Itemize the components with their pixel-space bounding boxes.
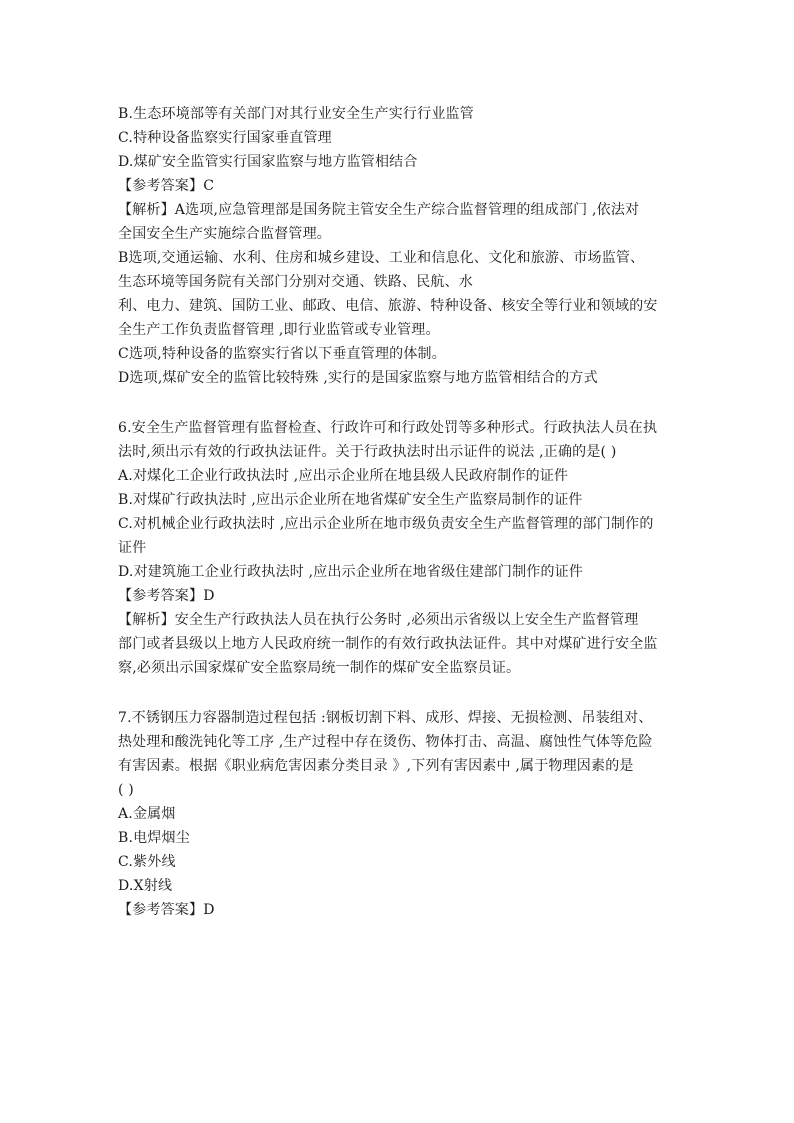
q7-option-b: B.电焊烟尘 xyxy=(118,830,190,846)
q7-stem-line: ( ) xyxy=(118,782,134,798)
q6-option-d: D.对建筑施工企业行政执法时 ,应出示企业所在地省级住建部门制作的证件 xyxy=(118,564,584,580)
q6-answer: 【参考答案】D xyxy=(118,588,215,604)
q7-option-c: C.紫外线 xyxy=(118,854,176,870)
spacer xyxy=(118,390,678,416)
document-page xyxy=(118,102,678,922)
q6-stem-line: 法时,须出示有效的行政执法证件。关于行政执法时出示证件的说法 ,正确的是( ) xyxy=(118,444,617,460)
q6-analysis-line: 察,必须出示国家煤矿安全监察局统一制作的煤矿安全监察员证。 xyxy=(118,660,521,676)
q7-stem-line: 有害因素。根据《职业病危害因素分类目录 》,下列有害因素中 ,属于物理因素的是 xyxy=(118,758,634,774)
q5-analysis-line: 全国安全生产实施综合监督管理。 xyxy=(118,226,331,242)
q7-stem-line: 热处理和酸洗钝化等工序 ,生产过程中存在烫伤、物体打击、高温、腐蚀性气体等危险 xyxy=(118,734,653,750)
q6-analysis-line: 部门或者县级以上地方人民政府统一制作的有效行政执法证件。其中对煤矿进行安全监 xyxy=(118,636,658,652)
q7-option-a: A.金属烟 xyxy=(118,806,176,822)
q5-analysis-line: 全生产工作负责监督管理 ,即行业监管或专业管理。 xyxy=(118,322,440,338)
q5-option-b: B.生态环境部等有关部门对其行业安全生产实行行业监管 xyxy=(118,106,474,122)
q5-analysis-line: 【解析】A选项,应急管理部是国务院主管安全生产综合监督管理的组成部门 ,依法对 xyxy=(118,202,640,218)
q6-option-c: C.对机械企业行政执法时 ,应出示企业所在地市级负责安全生产监督管理的部门制作的 xyxy=(118,516,654,532)
q5-analysis-line: 生态环境等国务院有关部门分别对交通、铁路、民航、水 xyxy=(118,274,473,290)
q5-analysis-line: B选项,交通运输、水利、住房和城乡建设、工业和信息化、文化和旅游、市场监管、 xyxy=(118,250,645,266)
q6-analysis-line: 【解析】安全生产行政执法人员在执行公务时 ,必须出示省级以上安全生产监督管理 xyxy=(118,612,639,628)
q5-answer: 【参考答案】C xyxy=(118,178,215,194)
q7-option-d: D.X射线 xyxy=(118,878,173,894)
q5-analysis-line: D选项,煤矿安全的监管比较特殊 ,实行的是国家监察与地方监管相结合的方式 xyxy=(118,370,598,386)
q5-analysis-line: 利、电力、建筑、国防工业、邮政、电信、旅游、特种设备、核安全等行业和领域的安 xyxy=(118,298,658,314)
q7-stem-line: 7.不锈钢压力容器制造过程包括 :钢板切割下料、成形、焊接、无损检测、吊装组对、 xyxy=(118,710,653,726)
q6-option-a: A.对煤化工企业行政执法时 ,应出示企业所在地县级人民政府制作的证件 xyxy=(118,468,569,484)
q5-option-d: D.煤矿安全监管实行国家监察与地方监管相结合 xyxy=(118,154,418,170)
q6-option-c-continued: 证件 xyxy=(118,540,147,556)
q5-option-c: C.特种设备监察实行国家垂直管理 xyxy=(118,130,332,146)
q5-analysis-line: C选项,特种设备的监察实行省以下垂直管理的体制。 xyxy=(118,346,446,362)
q7-answer: 【参考答案】D xyxy=(118,902,215,918)
spacer xyxy=(118,680,678,706)
q6-option-b: B.对煤矿行政执法时 ,应出示企业所在地省煤矿安全生产监察局制作的证件 xyxy=(118,492,583,508)
q6-stem-line: 6.安全生产监督管理有监督检查、行政许可和行政处罚等多种形式。行政执法人员在执 xyxy=(118,420,658,436)
